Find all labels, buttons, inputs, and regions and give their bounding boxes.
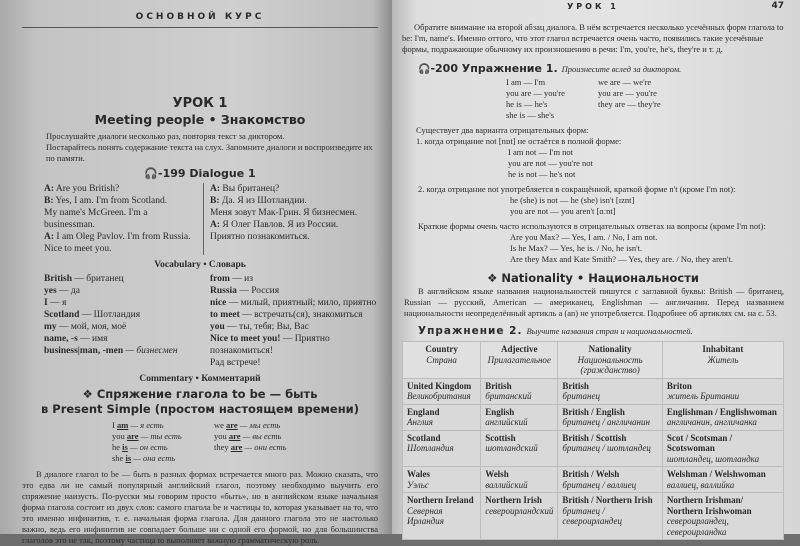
verb-form: are <box>226 420 238 430</box>
table-cell <box>558 493 662 540</box>
instructions <box>22 131 378 164</box>
verb-form: is <box>122 442 128 452</box>
table-row <box>403 430 784 467</box>
cell-en: Wales <box>407 469 431 479</box>
header-ru: Страна <box>426 354 457 365</box>
vocabulary-title: Vocabulary • Словарь <box>154 260 246 270</box>
vocabulary-left <box>22 273 204 369</box>
grammar-subtitle: в Present Simple (простом настоящем времени) <box>41 402 359 416</box>
cell-ru: британец / англичанин <box>562 417 650 427</box>
table-cell <box>662 493 783 540</box>
vocabulary-translation: — мой, моя, моё <box>59 322 127 332</box>
cell-en: British <box>485 380 512 391</box>
table-cell <box>481 404 558 430</box>
vocabulary-entry <box>44 321 200 333</box>
vocabulary-word: you <box>210 322 225 332</box>
dialogue <box>22 183 378 255</box>
vocabulary-translation: — я <box>50 298 67 308</box>
table-cell <box>481 430 558 467</box>
verb-form: are <box>230 442 243 452</box>
line <box>210 231 378 243</box>
form-line: you are not — you're not <box>508 158 593 168</box>
pronoun: you <box>112 431 125 441</box>
conjugation-line <box>214 420 378 431</box>
exercise-1-title <box>402 61 784 77</box>
form-line: they are — they're <box>598 99 661 109</box>
vocabulary-word: Nice to meet you! <box>210 334 281 344</box>
exercise-1-instruction: Произнесите вслед за диктором. <box>561 64 682 74</box>
cell-en: Scottish <box>485 432 516 443</box>
vocabulary-entry <box>44 333 200 345</box>
pronoun: you <box>214 431 227 441</box>
line <box>44 243 199 255</box>
line <box>44 195 199 207</box>
exercise-1-left <box>402 77 592 121</box>
verb-form: are <box>126 431 139 441</box>
line <box>210 195 378 207</box>
table-cell <box>481 378 558 404</box>
vocabulary-word: to meet <box>210 310 240 320</box>
exercise-2-instruction: Выучите названия стран и национальностей. <box>526 326 693 336</box>
table-cell <box>481 467 558 493</box>
dialogue-english <box>22 183 204 255</box>
table-cell <box>558 430 662 467</box>
cell-ru: англичанин, англичанка <box>666 417 757 427</box>
vocabulary-word: name, -s <box>44 334 78 344</box>
cell-en: British <box>562 380 589 391</box>
speaker: A: <box>210 220 221 230</box>
cell-en: British / Scottish <box>562 432 627 443</box>
short-forms-intro: Краткие формы очень часто используются в отрицательных ответах на вопросы (кроме I'm not): <box>418 221 766 231</box>
conjugation-left <box>22 420 208 464</box>
lesson-title: Meeting people • Знакомство <box>94 112 306 127</box>
headphones-icon[interactable]: 🎧 <box>418 64 431 75</box>
form-line: we are — we're <box>598 77 652 87</box>
pronoun: we <box>214 420 224 430</box>
header-en: Inhabitant <box>702 344 744 354</box>
line <box>210 207 378 219</box>
form-line: I am — I'm <box>506 77 546 87</box>
vocabulary-word: business|man, -men <box>44 346 124 356</box>
nationality-table <box>402 341 784 540</box>
line <box>210 219 378 231</box>
vocabulary-translation: — встречать(ся), знакомиться <box>242 310 363 320</box>
cell-en: England <box>407 406 440 417</box>
cell-en: United Kingdom <box>407 380 472 391</box>
cell-ru: североирландец, североирландка <box>666 516 729 537</box>
text: My name's McGreen. I'm a businessman. <box>44 208 148 230</box>
dialogue-title-text: -199 Dialogue 1 <box>158 167 256 180</box>
header-ru: Житель <box>707 354 739 365</box>
translation: — я есть <box>130 420 164 430</box>
exercise-1-label: -200 Упражнение 1. <box>430 62 558 75</box>
translation: — он есть <box>129 442 168 452</box>
vocabulary-entry <box>210 309 378 321</box>
table-cell <box>403 430 481 467</box>
conjugation-line <box>214 431 378 442</box>
cell-en: English <box>485 406 515 417</box>
form-line: he (she) is not — he (she) isn't [ɪznt] <box>510 195 635 205</box>
cell-en: Northern Ireland <box>407 495 474 505</box>
negation-forms-2 <box>402 195 784 217</box>
text: Вы британец? <box>222 184 280 194</box>
vocabulary-right <box>204 273 378 369</box>
table-cell <box>662 404 783 430</box>
headphones-icon[interactable]: 🎧 <box>144 167 159 180</box>
cell-ru: североирландский <box>485 505 554 516</box>
nationality-title: ❖ Nationality • Национальности <box>487 271 699 285</box>
vocabulary-entry <box>210 273 378 285</box>
vocabulary-entry <box>210 357 378 369</box>
vocabulary-entry <box>210 333 378 357</box>
vocabulary-translation: — бизнесмен <box>125 346 178 356</box>
cell-ru: Уэльс <box>407 479 429 490</box>
form-line: he is not — he's not <box>508 169 576 179</box>
line <box>210 183 378 195</box>
speaker: A: <box>210 184 221 194</box>
grammar-paragraph: В диалоге глагол to be — быть в разных формах встречается много раз. Можно сказать, что это едва ли не самый популярный английский глагол, поэтому необходимо выучить его спряжение наизусть. По-русски мы говорим просто «быть», но в английском языке начальная форма глагола состоит из двух слов: самого глагола be и частицы to, которая указывает на то, что это именно инфинитив, т. е. начальная форма глагола. Для данного глагола это не настолько важно, ведь его инфинитив не совпадает больше ни с одной его формой, но для большинства глаголов это не так, поэтому частица to выполняет важную грамматическую роль. <box>22 469 378 545</box>
translation: — вы есть <box>242 431 282 441</box>
text: Yes, I am. I'm from Scotland. <box>55 196 168 206</box>
dialogue-russian <box>204 183 378 255</box>
line <box>44 207 199 231</box>
table-cell <box>558 404 662 430</box>
negation-intro: Существует два варианта отрицательных форм: <box>416 125 589 135</box>
cell-ru: шотландский <box>485 443 538 453</box>
speaker: A: <box>44 232 55 242</box>
negation-case-2: 2. когда отрицание not употребляется в сокращённой, краткой форме n't (кроме I'm not): <box>418 184 736 194</box>
form-line: I am not — I'm not <box>508 147 574 157</box>
intro-paragraph: Обратите внимание на второй абзац диалога. В нём встречается несколько усечённых форм глагола to be: I'm, name's. Именно оттого, что этот глагол встречается очень часто, появились такие усечённые формы, подражающие обычному их произношению в речи: I'm, you're, he's, they're и т. д. <box>402 22 784 54</box>
table-cell <box>403 404 481 430</box>
conjugation-line <box>112 442 208 453</box>
line <box>44 231 199 243</box>
table-header-cell <box>481 342 558 379</box>
nationality-paragraph: В английском языке названия национальностей пишутся с заглавной буквы: British — британец, Russian — русский, American — американец, Englishman — англичанин. Перед названием национальности неопределённый артикль a (an) не употребляется. Подробнее об артиклях см. на с. 53. <box>404 286 784 318</box>
running-header: ОСНОВНОЙ КУРС <box>135 12 265 22</box>
cell-ru: британский <box>485 391 532 401</box>
table-row <box>403 467 784 493</box>
form-line: Is he Max? — Yes, he is. / No, he isn't. <box>510 243 643 253</box>
cell-en: Welshman / Welshwoman <box>666 469 766 479</box>
vocabulary-translation: Рад встрече! <box>210 358 261 368</box>
form-line: she is — she's <box>506 110 555 120</box>
exercise-1-right <box>592 77 784 121</box>
table-header-cell <box>558 342 662 379</box>
left-page <box>0 0 392 545</box>
pronoun: they <box>214 442 229 452</box>
vocabulary-entry <box>210 321 378 333</box>
exercise-2-label: Упражнение 2. <box>418 325 523 337</box>
cell-en: British / Northern Irish <box>562 495 653 505</box>
table-row <box>403 493 784 540</box>
form-line: you are — you're <box>506 88 565 98</box>
table-header-cell <box>662 342 783 379</box>
verb-form: is <box>125 453 132 463</box>
table-row <box>403 404 784 430</box>
table-cell <box>662 378 783 404</box>
right-page <box>392 0 800 537</box>
conjugation-line <box>214 442 378 453</box>
cell-ru: шотландец, шотландка <box>666 453 760 464</box>
instruction-line: Прослушайте диалоги несколько раз, повторяя текст за диктором. <box>46 131 285 141</box>
verb-form: are <box>228 431 241 441</box>
cell-ru: Англия <box>407 417 433 427</box>
vocabulary-word: yes <box>44 286 57 296</box>
form-line: you are — you're <box>598 88 657 98</box>
negation-forms-1 <box>402 147 784 180</box>
speaker: B: <box>210 196 220 206</box>
conjugation-right <box>208 420 378 464</box>
table-cell <box>558 467 662 493</box>
text: Меня зовут Мак-Грин. Я бизнесмен. <box>210 208 358 218</box>
text: Да. Я из Шотландии. <box>221 196 307 206</box>
cell-en: Englishman / Englishwoman <box>666 406 777 417</box>
table-cell <box>662 467 783 493</box>
cell-en: Scotland <box>407 432 441 443</box>
vocabulary-entry <box>210 297 378 309</box>
running-header: УРОК 1 <box>567 2 619 11</box>
form-line: he is — he's <box>506 99 548 109</box>
cell-en: British / Welsh <box>562 469 620 479</box>
grammar-title: ❖ Спряжение глагола to be — быть <box>82 387 318 401</box>
text: Я Олег Павлов. Я из России. <box>222 220 339 230</box>
table-cell <box>558 378 662 404</box>
cell-en: Briton <box>666 380 692 391</box>
vocabulary-word: from <box>210 274 230 284</box>
form-line: Are you Max? — Yes, I am. / No, I am not. <box>510 232 658 242</box>
instruction-line: Постарайтесь понять содержание текста на слух. Запомните диалоги и воспроизведите их по памяти. <box>46 142 373 163</box>
cell-ru: британец <box>562 391 600 401</box>
vocabulary-word: nice <box>210 298 227 308</box>
vocabulary-word: Scotland <box>44 310 80 320</box>
conjugation-line <box>112 431 208 442</box>
cell-ru: Северная Ирландия <box>407 505 444 526</box>
exercise-1-forms <box>402 77 784 121</box>
translation: — ты есть <box>140 431 182 441</box>
vocabulary-translation: — да <box>59 286 80 296</box>
vocabulary-translation: — Шотландия <box>81 310 141 320</box>
header-en: Nationality <box>588 344 632 354</box>
vocabulary-entry <box>44 297 200 309</box>
table-header-row <box>403 342 784 379</box>
vocabulary-entry <box>210 285 378 297</box>
conjugation <box>22 420 378 464</box>
speaker: B: <box>44 196 54 206</box>
page-header <box>402 2 784 14</box>
table-row <box>403 378 784 404</box>
verb-form: am <box>116 420 129 430</box>
vocabulary <box>22 273 378 369</box>
commentary-title: Commentary • Комментарий <box>139 374 261 384</box>
cell-ru: британец / североирландец <box>562 505 622 526</box>
cell-en: Welsh <box>485 469 509 479</box>
vocabulary-translation: — британец <box>74 274 124 284</box>
pronoun: I <box>112 420 115 430</box>
table-cell <box>403 467 481 493</box>
cell-ru: валлийский <box>485 479 528 490</box>
cell-ru: житель Британии <box>666 391 740 401</box>
vocabulary-entry <box>44 273 200 285</box>
text: Are you British? <box>55 184 120 194</box>
pronoun: she <box>112 453 124 463</box>
pronoun: he <box>112 442 121 452</box>
conjugation-line <box>112 420 208 431</box>
cell-en: Northern Irishman/ Northern Irishwoman <box>666 495 752 516</box>
cell-en: Northern Irish <box>485 495 542 505</box>
vocabulary-entry <box>44 285 200 297</box>
header-ru: Прилагательное <box>487 354 551 365</box>
exercise-2-title <box>402 323 784 338</box>
vocabulary-word: I <box>44 298 48 308</box>
text: Nice to meet you. <box>44 244 112 254</box>
vocabulary-translation: — Приятно познакомиться! <box>210 334 330 356</box>
text: Приятно познакомиться. <box>210 232 310 242</box>
conjugation-line <box>112 453 208 464</box>
cell-ru: английский <box>485 417 528 427</box>
cell-ru: Великобритания <box>407 391 471 401</box>
translation: — мы есть <box>239 420 281 430</box>
translation: — она есть <box>133 453 176 463</box>
vocabulary-word: British <box>44 274 72 284</box>
text: I am Oleg Pavlov. I'm from Russia. <box>56 232 191 242</box>
vocabulary-word: Russia <box>210 286 237 296</box>
cell-en: Scot / Scotsman / Scotswoman <box>666 432 733 453</box>
cell-ru: британец / валлиец <box>562 479 637 490</box>
header-ru: Национальность (гражданство) <box>577 354 643 375</box>
translation: — они есть <box>244 442 287 452</box>
cell-ru: британец / шотландец <box>562 443 651 453</box>
table-cell <box>403 493 481 540</box>
header-rule <box>22 27 378 28</box>
vocabulary-entry <box>44 309 200 321</box>
short-forms <box>402 232 784 265</box>
cell-en: British / English <box>562 406 625 417</box>
vocabulary-entry <box>44 345 200 357</box>
vocabulary-translation: — из <box>232 274 253 284</box>
table-cell <box>662 430 783 467</box>
page-number: 47 <box>771 1 784 11</box>
vocabulary-translation: — имя <box>80 334 108 344</box>
header-en: Adjective <box>501 344 538 354</box>
negation-case-1: 1. когда отрицание not [nɒt] не остаётся в полной форме: <box>416 136 622 146</box>
vocabulary-translation: — Россия <box>239 286 280 296</box>
vocabulary-translation: — ты, тебя; Вы, Вас <box>227 322 309 332</box>
speaker: A: <box>44 184 55 194</box>
dialogue-title <box>22 167 378 181</box>
table-header-cell <box>403 342 481 379</box>
form-line: you are not — you aren't [ɑːnt] <box>510 206 616 216</box>
table-cell <box>403 378 481 404</box>
vocabulary-word: my <box>44 322 57 332</box>
lesson-number: УРОК 1 <box>172 96 228 111</box>
cell-ru: валлиец, валлийка <box>666 479 735 490</box>
header-en: Country <box>425 344 458 354</box>
cell-ru: Шотландия <box>407 443 454 453</box>
line <box>44 183 199 195</box>
vocabulary-translation: — милый, приятный; мило, приятно <box>228 298 377 308</box>
table-cell <box>481 493 558 540</box>
form-line: Are they Max and Kate Smith? — Yes, they are. / No, they aren't. <box>510 254 733 264</box>
